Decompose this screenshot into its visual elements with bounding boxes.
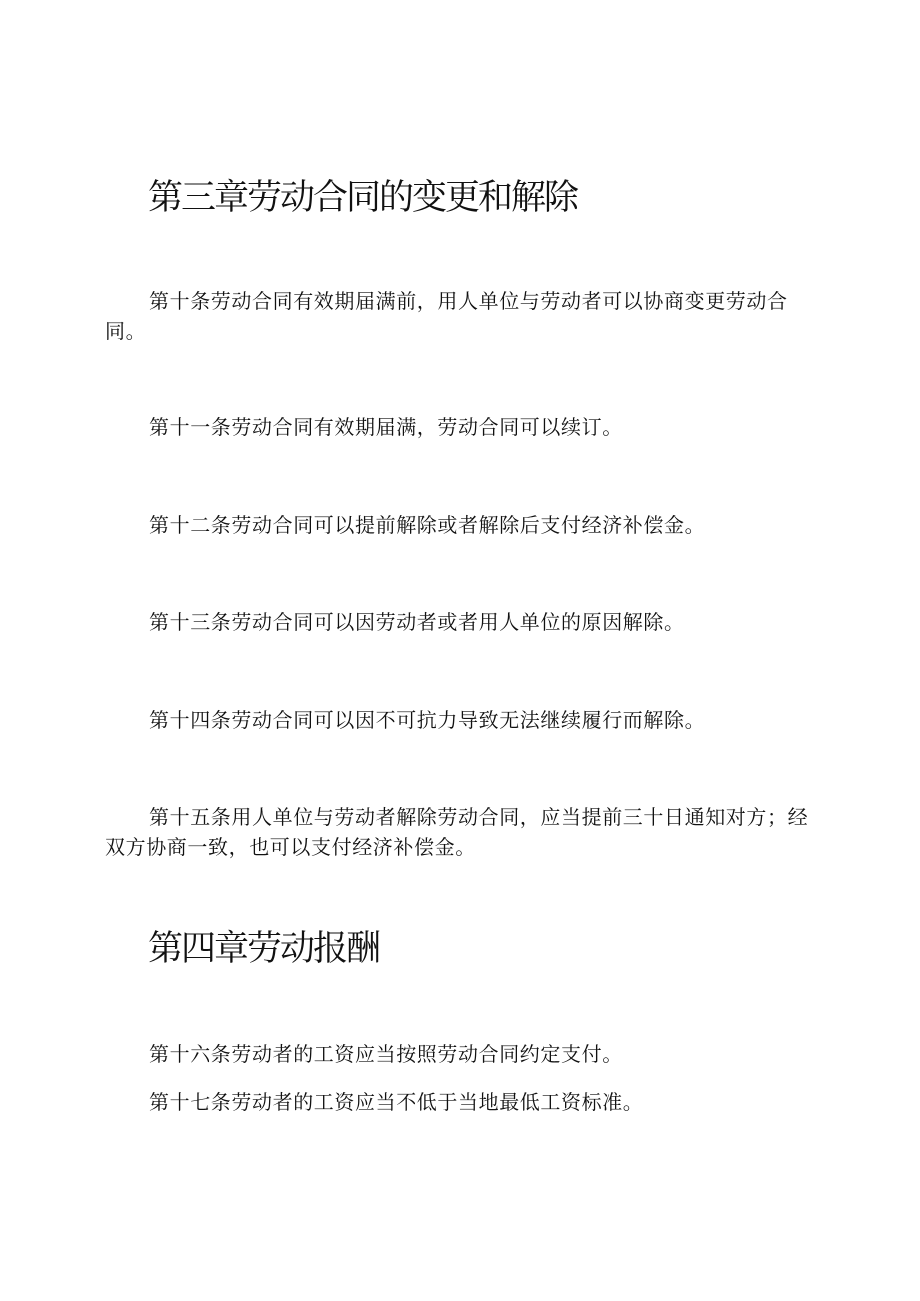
article-12: 第十二条劳动合同可以提前解除或者解除后支付经济补偿金。	[149, 513, 706, 537]
article-17: 第十七条劳动者的工资应当不低于当地最低工资标准。	[149, 1090, 644, 1114]
article-11: 第十一条劳动合同有效期届满，劳动合同可以续订。	[149, 415, 623, 439]
article-10: 第十条劳动合同有效期届满前，用人单位与劳动者可以协商变更劳动合同。	[105, 289, 788, 343]
chapter-3-title: 第三章劳动合同的变更和解除	[148, 178, 578, 218]
article-15: 第十五条用人单位与劳动者解除劳动合同，应当提前三十日通知对方；经双方协商一致，也可以支付经济补偿金。	[105, 805, 809, 859]
article-13: 第十三条劳动合同可以因劳动者或者用人单位的原因解除。	[149, 610, 685, 634]
article-14: 第十四条劳动合同可以因不可抗力导致无法继续履行而解除。	[149, 708, 706, 732]
chapter-4-title: 第四章劳动报酬	[148, 929, 380, 969]
article-16: 第十六条劳动者的工资应当按照劳动合同约定支付。	[149, 1042, 623, 1066]
